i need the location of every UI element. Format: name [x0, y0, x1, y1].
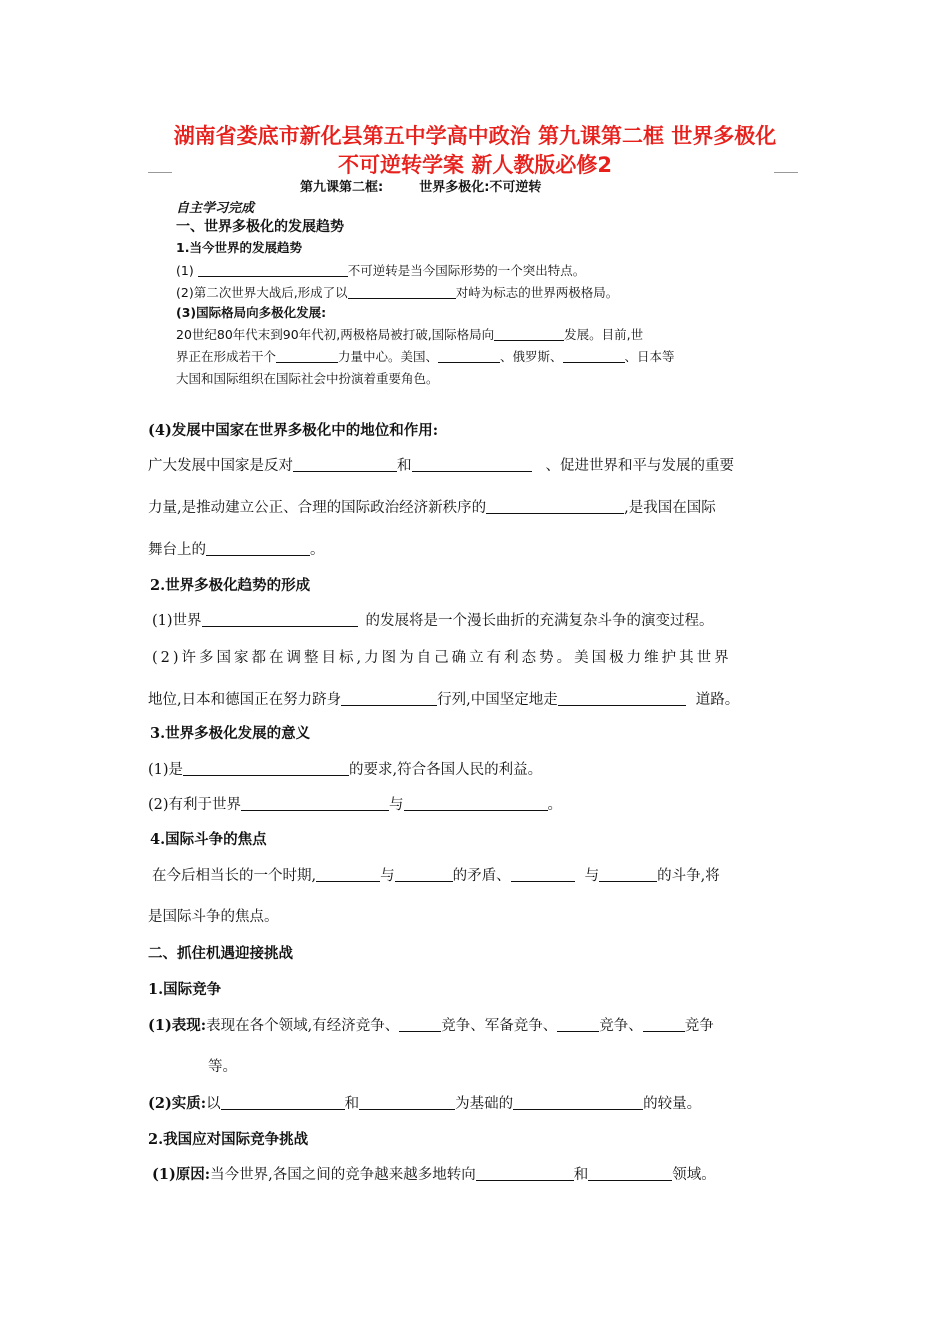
part2-p1-line-2: 等。	[208, 1059, 237, 1075]
blank-18[interactable]	[395, 867, 453, 883]
subtitle-right: 世界多极化:不可逆转	[419, 180, 542, 195]
blank-17[interactable]	[316, 867, 380, 883]
blank-1[interactable]	[198, 264, 348, 278]
item-4-line-1	[148, 454, 734, 475]
part1-subheading-1: 1.当今世界的发展趋势	[176, 240, 302, 255]
blank-24[interactable]	[221, 1095, 345, 1111]
p3-l2b: 力量中心。美国、	[338, 349, 439, 364]
s2-2b3: 道路。	[695, 692, 740, 708]
part2-heading: 二、抓住机遇迎接挑战	[148, 945, 293, 962]
p3-l2a: 界正在形成若干个	[176, 349, 277, 364]
section-3-item-1	[148, 758, 542, 779]
p4-l1b: 和	[397, 458, 412, 474]
blank-9[interactable]	[486, 499, 624, 515]
p2-c: 为基础的	[455, 1096, 514, 1112]
document-title-line-2: 不可逆转学案 新人教版必修2	[338, 153, 612, 177]
q1-label: (1)原因:	[152, 1166, 211, 1183]
s4-a: 在今后相当长的一个时期,	[152, 868, 317, 884]
q1-c: 领域。	[672, 1167, 716, 1183]
blank-2[interactable]	[348, 286, 456, 300]
item-3-line-2	[176, 347, 675, 365]
blank-12[interactable]	[341, 691, 437, 707]
part2-p1-line-1	[148, 1014, 714, 1035]
p2-d: 的较量。	[643, 1096, 702, 1112]
part2-p2	[148, 1092, 701, 1113]
part2-q1	[152, 1163, 716, 1184]
s4-e: 的斗争,将	[657, 868, 720, 884]
blank-13[interactable]	[558, 691, 686, 707]
blank-20[interactable]	[599, 867, 657, 883]
blank-8[interactable]	[412, 457, 532, 473]
lesson-subtitle	[300, 176, 541, 195]
item-4-line-2	[148, 496, 716, 517]
blank-22[interactable]	[557, 1017, 599, 1033]
s2-2b2: 行列,中国坚定地走	[437, 692, 558, 708]
p1-c: 竞争、	[599, 1018, 643, 1034]
document-title-line-1: 湖南省娄底市新化县第五中学高中政治 第九课第二框 世界多极化	[173, 124, 777, 148]
section-3-item-2	[148, 793, 562, 814]
blank-10[interactable]	[206, 541, 310, 557]
blank-4[interactable]	[276, 350, 338, 364]
blank-21[interactable]	[399, 1017, 441, 1033]
part2-section-2-heading: 2.我国应对国际竞争挑战	[148, 1131, 309, 1148]
item-2	[176, 283, 618, 301]
section-2-item-2-line-2	[148, 688, 739, 709]
item-2-text-a: (2)第二次世界大战后,形成了以	[176, 285, 348, 300]
header-rule-right	[774, 172, 798, 173]
p1-a: 表现在各个领域,有经济竞争、	[206, 1018, 400, 1034]
p4-l1c: 、促进世界和平与发展的重要	[545, 458, 734, 474]
item-1	[176, 261, 585, 279]
item-4-line-3	[148, 538, 325, 559]
s3-1a: (1)是	[148, 762, 184, 778]
s4-d: 与	[584, 868, 600, 884]
part2-section-1-heading: 1.国际竞争	[148, 981, 222, 998]
blank-14[interactable]	[183, 761, 349, 777]
blank-26[interactable]	[513, 1095, 643, 1111]
s3-1b: 的要求,符合各国人民的利益。	[349, 762, 543, 778]
item-3-heading: (3)国际格局向多极化发展:	[176, 305, 327, 320]
section-2-item-2-line-1: (2)许多国家都在调整目标,力图为自己确立有利态势。美国极力维护其世界	[152, 650, 732, 666]
s2-1a: (1)世界	[152, 613, 202, 629]
p4-l1a: 广大发展中国家是反对	[148, 458, 293, 474]
s3-2a: (2)有利于世界	[148, 797, 242, 813]
s2-2b1: 地位,日本和德国正在努力跻身	[148, 692, 342, 708]
p3-l1a: 20世纪80年代末到90年代初,两极格局被打破,国际格局向	[176, 327, 495, 342]
blank-27[interactable]	[476, 1166, 574, 1182]
p3-l2c: 、俄罗斯、	[500, 349, 563, 364]
item-1-text: 不可逆转是当今国际形势的一个突出特点。	[347, 263, 586, 278]
q1-a: 当今世界,各国之间的竞争越来越多地转向	[210, 1167, 476, 1183]
p4-l2b: ,是我国在国际	[624, 500, 716, 516]
section-4-heading: 4.国际斗争的焦点	[150, 831, 267, 848]
subtitle-left: 第九课第二框:	[300, 180, 384, 195]
p2-b: 和	[344, 1096, 360, 1112]
blank-28[interactable]	[588, 1166, 672, 1182]
section-3-heading: 3.世界多极化发展的意义	[150, 725, 311, 742]
item-3-line-1	[176, 325, 643, 343]
section-2-item-1	[152, 609, 714, 630]
p1-label: (1)表现:	[148, 1017, 207, 1034]
item-1-label: (1)	[176, 263, 194, 278]
s2-1b: 的发展将是一个漫长曲折的充满复杂斗争的演变过程。	[365, 613, 714, 629]
blank-23[interactable]	[643, 1017, 685, 1033]
blank-7[interactable]	[293, 457, 397, 473]
section-2-heading: 2.世界多极化趋势的形成	[150, 577, 311, 594]
part1-heading: 一、世界多极化的发展趋势	[176, 219, 344, 235]
header-rule-left	[148, 172, 172, 173]
blank-16[interactable]	[404, 796, 548, 812]
blank-6[interactable]	[563, 350, 625, 364]
p3-l1b: 发展。目前,世	[564, 327, 644, 342]
p2-label: (2)实质:	[148, 1095, 207, 1112]
section-4-line-2: 是国际斗争的焦点。	[148, 909, 279, 925]
item-4-heading: (4)发展中国家在世界多极化中的地位和作用:	[148, 422, 439, 439]
q1-b: 和	[573, 1167, 589, 1183]
self-study-label: 自主学习完成	[176, 201, 255, 216]
blank-15[interactable]	[241, 796, 389, 812]
item-2-text-b: 对峙为标志的世界两极格局。	[455, 285, 619, 300]
p1-b: 竞争、军备竞争、	[441, 1018, 558, 1034]
s3-2c: 。	[547, 797, 563, 813]
blank-3[interactable]	[494, 328, 564, 342]
blank-5[interactable]	[438, 350, 500, 364]
p4-l2a: 力量,是推动建立公正、合理的国际政治经济新秩序的	[148, 500, 487, 516]
item-3-line-3: 大国和国际组织在国际社会中扮演着重要角色。	[176, 371, 439, 386]
blank-11[interactable]	[202, 612, 358, 628]
p3-l2d: 、日本等	[624, 349, 675, 364]
blank-25[interactable]	[359, 1095, 455, 1111]
p4-l3a: 舞台上的	[148, 542, 206, 558]
s4-c: 的矛盾、	[452, 868, 511, 884]
p2-a: 以	[206, 1096, 221, 1112]
s4-b: 与	[380, 868, 395, 884]
p1-d: 竞争	[684, 1018, 714, 1034]
p4-l3b: 。	[310, 542, 325, 558]
s3-2b: 与	[389, 797, 404, 813]
blank-19[interactable]	[511, 867, 575, 883]
section-4-line-1	[152, 864, 720, 885]
